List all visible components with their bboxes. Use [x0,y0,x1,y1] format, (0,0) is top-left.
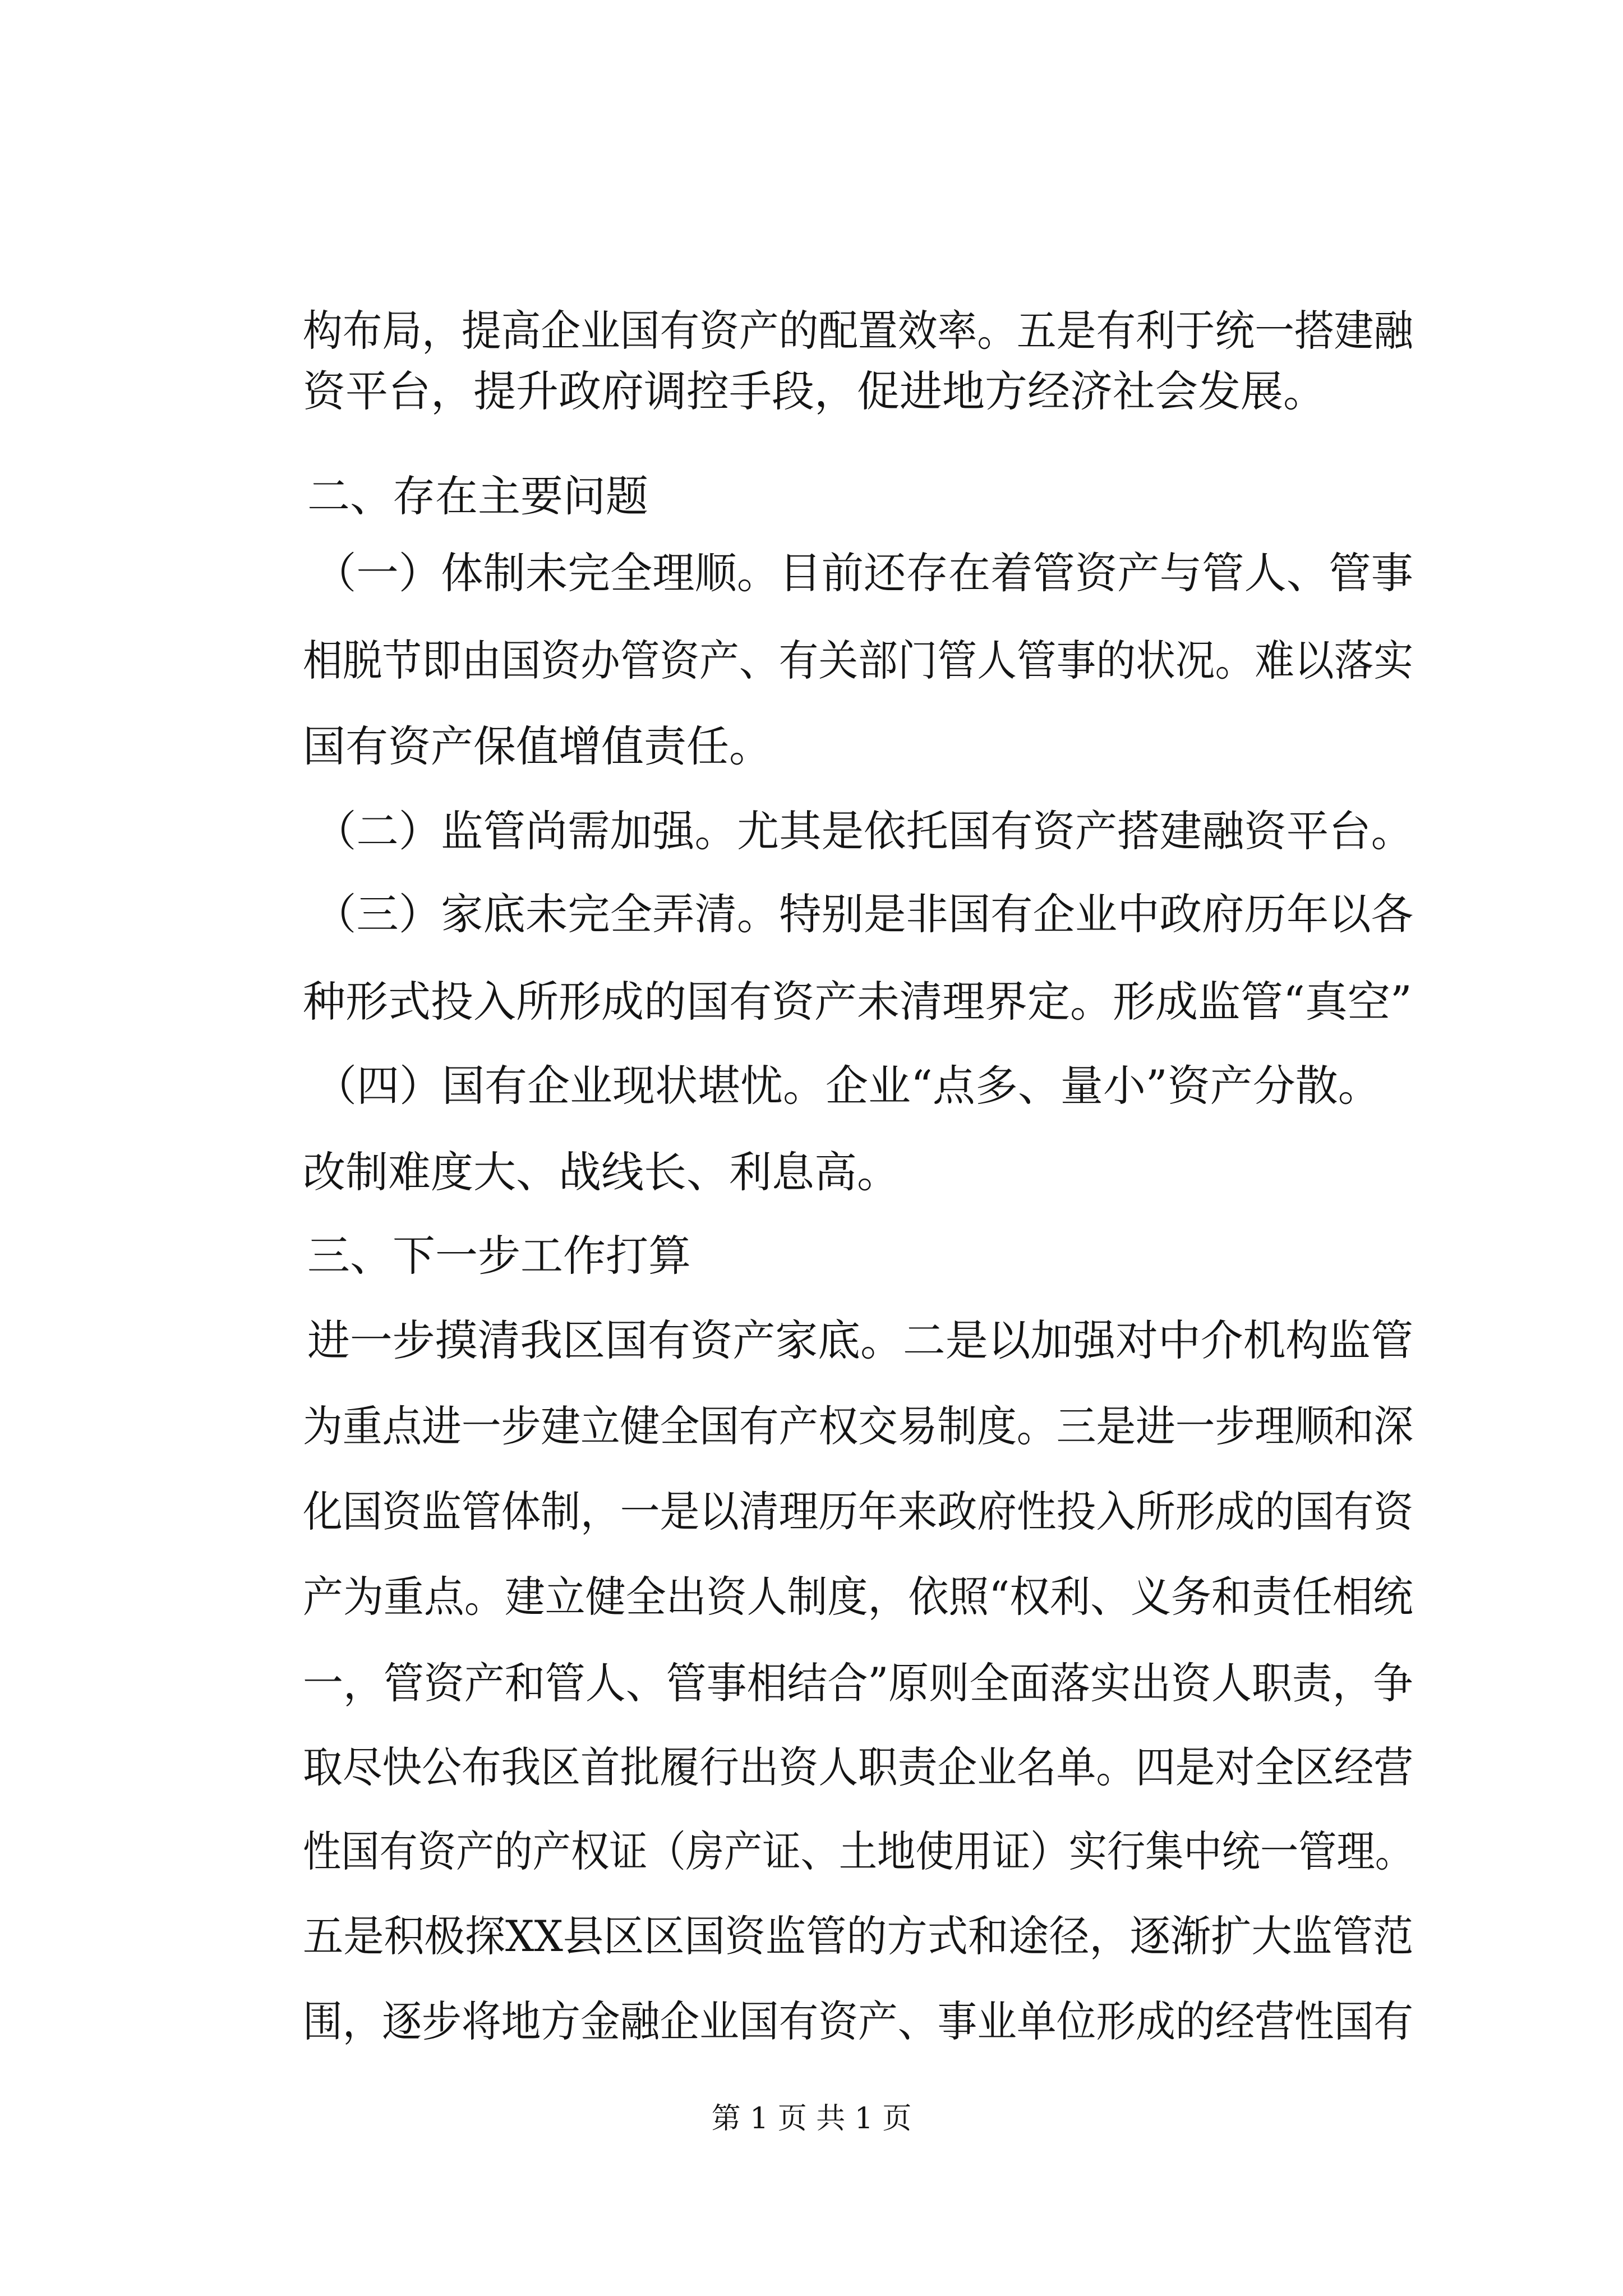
text-line: 改制难度大、战线长、利息高。 [303,1147,900,1197]
text-line: （三）家底未完全弄清。特别是非国有企业中政府历年以各 [314,889,1413,939]
text-line: 国有资产保值增值责任。 [303,721,772,771]
text-line: 构布局，提高企业国有资产的配置效率。五是有利于统一搭建融 [303,306,1414,356]
section-heading: 二、存在主要问题 [307,471,648,521]
text-line: （四）国有企业现状堪忧。企业“点多、量小”资产分散。 [314,1061,1381,1111]
text-line: 进一步摸清我区国有资产家底。二是以加强对中介机构监管 [307,1315,1414,1365]
page-footer: 第 1 页 共 1 页 [711,2102,912,2136]
text-line: 取尽快公布我区首批履行出资人职责企业名单。四是对全区经营 [303,1742,1414,1792]
section-heading: 三、下一步工作打算 [307,1231,691,1281]
text-line: 化国资监管体制，一是以清理历年来政府性投入所形成的国有资 [303,1487,1414,1536]
text-line: 种形式投入所形成的国有资产未清理界定。形成监管“真空” [303,977,1412,1027]
text-line: 为重点进一步建立健全国有产权交易制度。三是进一步理顺和深 [303,1401,1414,1451]
text-line: （二）监管尚需加强。尤其是依托国有资产搭建融资平台。 [314,806,1413,856]
text-line: 相脱节即由国资办管资产、有关部门管人管事的状况。难以落实 [303,636,1414,685]
text-line: （一）体制未完全理顺。目前还存在着管资产与管人、管事 [314,548,1413,598]
text-line: 性国有资产的产权证（房产证、土地使用证）实行集中统一管理。 [303,1826,1414,1876]
text-line: 五是积极探XX县区区国资监管的方式和途径，逐渐扩大监管范 [303,1911,1414,1961]
text-line: 一，管资产和管人、管事相结合”原则全面落实出资人职责，争 [303,1658,1413,1708]
text-line: 围，逐步将地方金融企业国有资产、事业单位形成的经营性国有 [303,1996,1414,2046]
text-line: 资平台，提升政府调控手段，促进地方经济社会发展。 [303,366,1326,416]
text-line: 产为重点。建立健全出资人制度，依照“权利、义务和责任相统 [303,1572,1413,1622]
